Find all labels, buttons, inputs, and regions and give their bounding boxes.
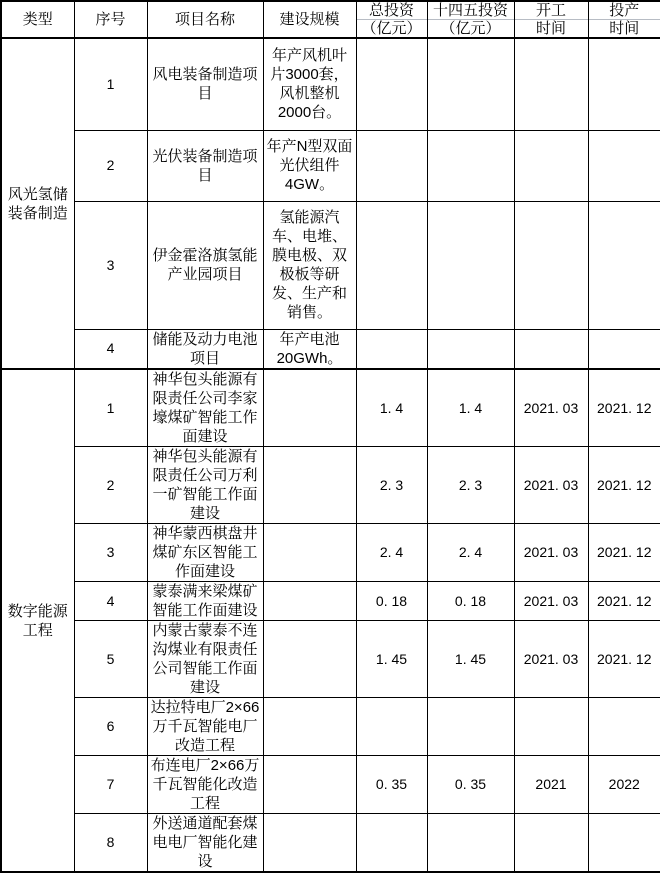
row-no: 8	[74, 814, 147, 873]
header-row	[1, 1, 660, 38]
plan-investment: 0. 18	[427, 582, 514, 621]
total-investment	[356, 698, 427, 756]
plan-investment	[427, 38, 514, 130]
prod-date: 2021. 12	[588, 621, 660, 698]
total-investment	[356, 130, 427, 201]
header-type: 类型	[1, 1, 74, 38]
type-cell-section1: 风光氢储装备制造	[1, 38, 74, 369]
project-name: 储能及动力电池项目	[147, 329, 263, 369]
plan-investment	[427, 130, 514, 201]
project-name: 达拉特电厂2×66万千瓦智能电厂改造工程	[147, 698, 263, 756]
header-prod-line1: 投产	[589, 2, 660, 20]
row-no: 3	[74, 524, 147, 582]
plan-investment: 2. 3	[427, 447, 514, 524]
row-no: 7	[74, 756, 147, 814]
scale: 年产风机叶片3000套，风机整机2000台。	[263, 38, 356, 130]
total-investment: 2. 3	[356, 447, 427, 524]
table-row	[1, 524, 660, 582]
project-name: 神华包头能源有限责任公司李家壕煤矿智能工作面建设	[147, 369, 263, 447]
scale	[263, 756, 356, 814]
type-cell-section2: 数字能源工程	[1, 369, 74, 872]
table-row	[1, 329, 660, 369]
header-total-line1: 总投资	[357, 2, 427, 20]
header-total-line2: （亿元）	[357, 20, 427, 37]
scale: 年产电池20GWh。	[263, 329, 356, 369]
row-no: 6	[74, 698, 147, 756]
scale	[263, 447, 356, 524]
start-date	[514, 130, 588, 201]
plan-investment	[427, 329, 514, 369]
header-scale: 建设规模	[263, 1, 356, 38]
header-prod-date	[588, 1, 660, 38]
header-total-investment	[356, 1, 427, 38]
start-date	[514, 329, 588, 369]
row-no: 4	[74, 582, 147, 621]
project-name: 外送通道配套煤电电厂智能化建设	[147, 814, 263, 873]
prod-date: 2021. 12	[588, 524, 660, 582]
plan-investment: 2. 4	[427, 524, 514, 582]
prod-date: 2022	[588, 756, 660, 814]
prod-date: 2021. 12	[588, 447, 660, 524]
project-name: 神华蒙西棋盘井煤矿东区智能工作面建设	[147, 524, 263, 582]
prod-date: 2021. 12	[588, 369, 660, 447]
header-project-name: 项目名称	[147, 1, 263, 38]
total-investment	[356, 329, 427, 369]
plan-investment: 0. 35	[427, 756, 514, 814]
start-date: 2021	[514, 756, 588, 814]
table-row	[1, 38, 660, 130]
project-name: 风电装备制造项目	[147, 38, 263, 130]
prod-date	[588, 201, 660, 329]
header-start-line2: 时间	[515, 20, 588, 37]
prod-date	[588, 329, 660, 369]
project-name: 布连电厂2×66万千瓦智能化改造工程	[147, 756, 263, 814]
prod-date	[588, 38, 660, 130]
row-no: 4	[74, 329, 147, 369]
header-plan-investment	[427, 1, 514, 38]
start-date: 2021. 03	[514, 621, 588, 698]
header-plan-line1: 十四五投资	[428, 2, 514, 20]
start-date: 2021. 03	[514, 369, 588, 447]
row-no: 1	[74, 38, 147, 130]
start-date: 2021. 03	[514, 447, 588, 524]
start-date	[514, 38, 588, 130]
prod-date: 2021. 12	[588, 582, 660, 621]
scale: 年产N型双面光伏组件4GW。	[263, 130, 356, 201]
scale	[263, 524, 356, 582]
row-no: 3	[74, 201, 147, 329]
total-investment: 0. 35	[356, 756, 427, 814]
table-row	[1, 201, 660, 329]
table-row	[1, 130, 660, 201]
table-row	[1, 621, 660, 698]
plan-investment: 1. 4	[427, 369, 514, 447]
total-investment: 1. 45	[356, 621, 427, 698]
total-investment: 2. 4	[356, 524, 427, 582]
start-date: 2021. 03	[514, 524, 588, 582]
total-investment: 1. 4	[356, 369, 427, 447]
table-row	[1, 447, 660, 524]
row-no: 1	[74, 369, 147, 447]
table-row	[1, 369, 660, 447]
project-name: 蒙泰满来梁煤矿智能工作面建设	[147, 582, 263, 621]
project-name: 伊金霍洛旗氢能产业园项目	[147, 201, 263, 329]
scale	[263, 621, 356, 698]
prod-date	[588, 130, 660, 201]
header-start-line1: 开工	[515, 2, 588, 20]
scale: 氢能源汽车、电堆、膜电极、双极板等研发、生产和销售。	[263, 201, 356, 329]
project-name: 光伏装备制造项目	[147, 130, 263, 201]
total-investment: 0. 18	[356, 582, 427, 621]
start-date	[514, 698, 588, 756]
start-date: 2021. 03	[514, 582, 588, 621]
table-row	[1, 756, 660, 814]
plan-investment	[427, 201, 514, 329]
plan-investment: 1. 45	[427, 621, 514, 698]
project-name: 神华包头能源有限责任公司万利一矿智能工作面建设	[147, 447, 263, 524]
total-investment	[356, 201, 427, 329]
scale	[263, 698, 356, 756]
total-investment	[356, 38, 427, 130]
project-name: 内蒙古蒙泰不连沟煤业有限责任公司智能工作面建设	[147, 621, 263, 698]
table-row	[1, 582, 660, 621]
row-no: 5	[74, 621, 147, 698]
prod-date	[588, 698, 660, 756]
header-start-date	[514, 1, 588, 38]
table-row	[1, 698, 660, 756]
plan-investment	[427, 698, 514, 756]
header-prod-line2: 时间	[589, 20, 660, 37]
row-no: 2	[74, 447, 147, 524]
scale	[263, 582, 356, 621]
scale	[263, 369, 356, 447]
header-no: 序号	[74, 1, 147, 38]
header-plan-line2: （亿元）	[428, 20, 514, 37]
start-date	[514, 201, 588, 329]
row-no: 2	[74, 130, 147, 201]
